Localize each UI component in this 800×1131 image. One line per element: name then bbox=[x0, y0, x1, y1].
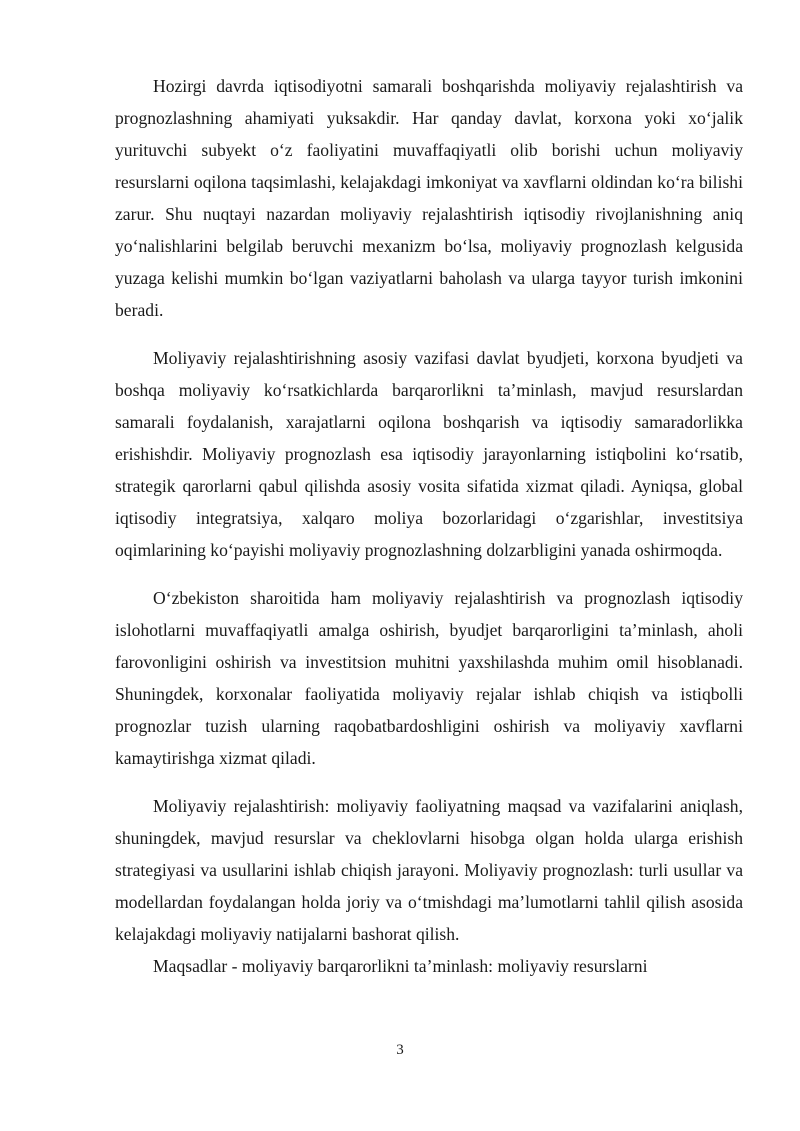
paragraph-uzbekistan: O‘zbekiston sharoitida ham moliyaviy rejalashtirish va prognozlash iqtisodiy islohotlarni muvaffaqiyatli amalga oshirish, byudjet barqarorligini ta’minlash, aholi farovonligini oshirish va investitsion muhitni yaxshilashda muhim omil hisoblanadi. Shuningdek, korxonalar faoliyatida moliyaviy rejalar ishlab chiqish va istiqbolli prognozlar tuzish ularning raqobatbardoshligini oshirish va moliyaviy xavflarni kamaytirishga xizmat qiladi. bbox=[115, 588, 743, 768]
paragraph-intro: Hozirgi davrda iqtisodiyotni samarali boshqarishda moliyaviy rejalashtirish va prognozlashning ahamiyati yuksakdir. Har qanday davlat, korxona yoki xo‘jalik yurituvchi subyekt o‘z faoliyatini muvaffaqiyatli olib borishi uchun moliyaviy resurslarni oqilona taqsimlashi, kelajakdagi imkoniyat va xavflarni oldindan ko‘ra bilishi zarur. Shu nuqtayi nazardan moliyaviy rejalashtirish iqtisodiy rivojlanishning aniq yo‘nalishlarini belgilab beruvchi mexanizm bo‘lsa, moliyaviy prognozlash kelgusida yuzaga kelishi mumkin bo‘lgan vaziyatlarni baholash va ularga tayyor turish imkonini beradi. bbox=[115, 76, 743, 320]
page-number: 3 bbox=[396, 1042, 404, 1058]
paragraph-goals: Maqsadlar - moliyaviy barqarorlikni ta’minlash: moliyaviy resurslarni bbox=[153, 956, 648, 976]
paragraph-definitions: Moliyaviy rejalashtirish: moliyaviy faoliyatning maqsad va vazifalarini aniqlash, shuningdek, mavjud resurslar va cheklovlarni hisobga olgan holda ularga erishish strategiyasi va usullarini ishlab chiqish jarayoni. Moliyaviy prognozlash: turli usullar va modellardan foydalangan holda joriy va o‘tmishdagi ma’lumotlarni tahlil qilish asosida kelajakdagi moliyaviy natijalarni bashorat qilish. bbox=[115, 796, 743, 944]
body-text bbox=[115, 70, 743, 982]
paragraph-planning-tasks: Moliyaviy rejalashtirishning asosiy vazifasi davlat byudjeti, korxona byudjeti va boshqa moliyaviy ko‘rsatkichlarda barqarorlikni ta’minlash, mavjud resurslardan samarali foydalanish, xarajatlarni oqilona boshqarish va iqtisodiy samaradorlikka erishishdir. Moliyaviy prognozlash esa iqtisodiy jarayonlarning istiqbolini ko‘rsatib, strategik qarorlarni qabul qilishda asosiy vosita sifatida xizmat qiladi. Ayniqsa, global iqtisodiy integratsiya, xalqaro moliya bozorlaridagi o‘zgarishlar, investitsiya oqimlarining ko‘payishi moliyaviy prognozlashning dolzarbligini yanada oshirmoqda. bbox=[115, 348, 743, 560]
